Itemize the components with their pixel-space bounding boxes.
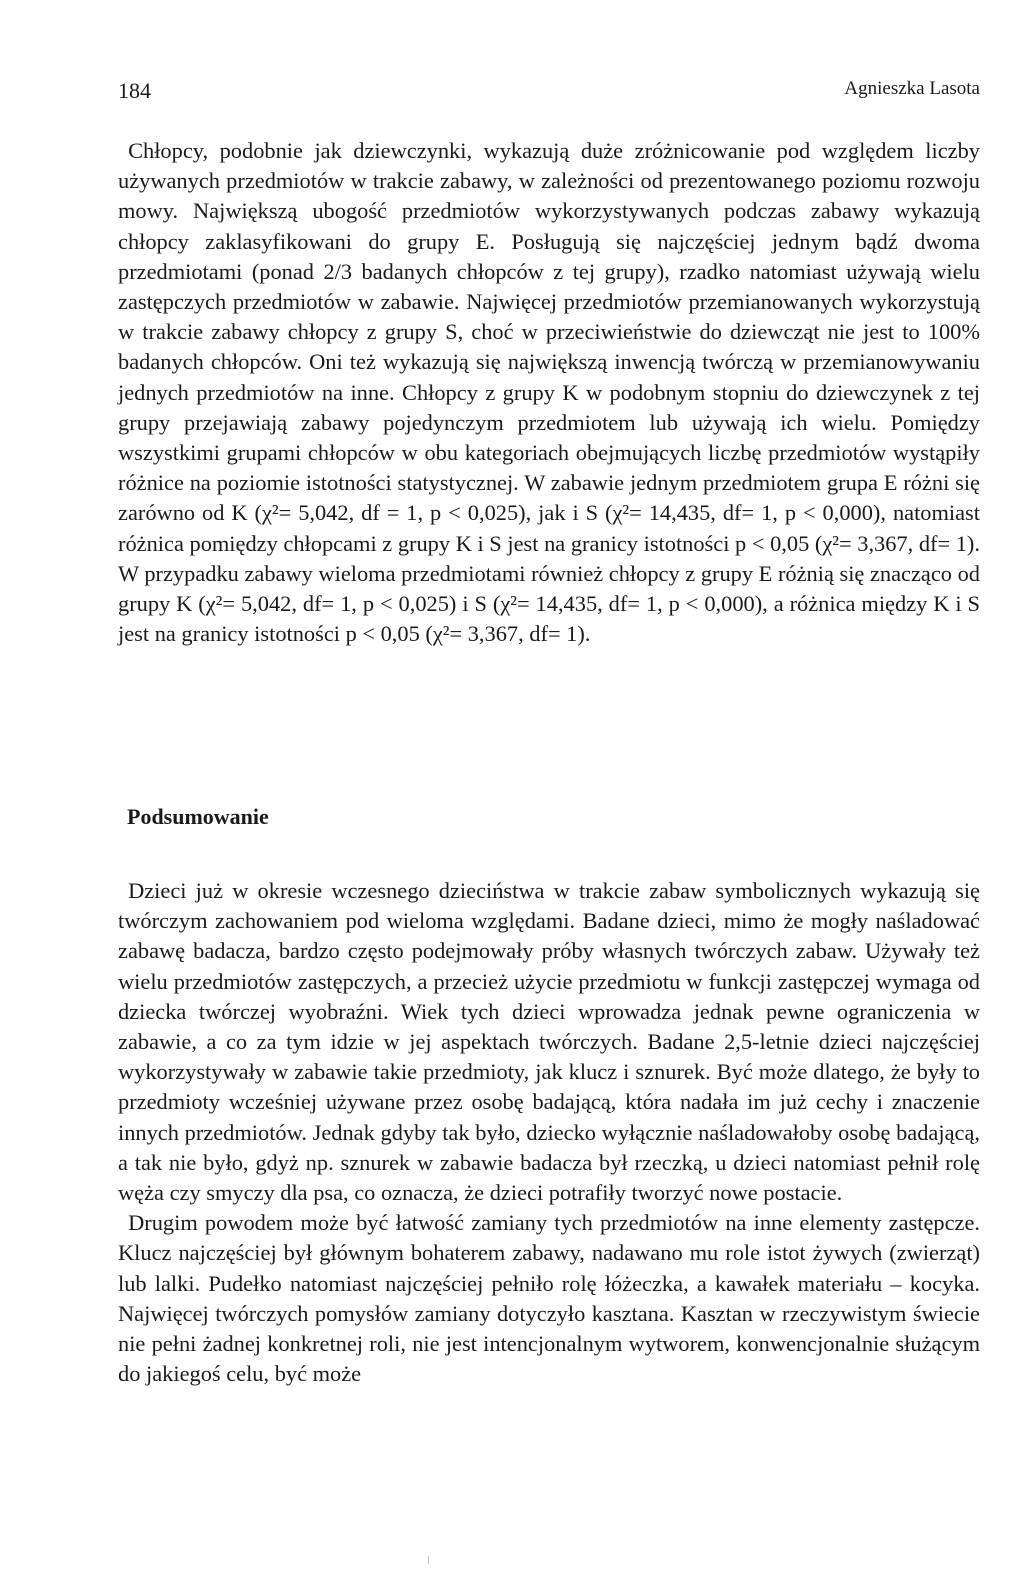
summary-section (118, 876, 980, 1389)
running-head-author: Agnieszka Lasota (844, 78, 980, 99)
section-heading-summary: Podsumowanie (127, 804, 269, 829)
running-head (118, 78, 980, 108)
page-number: 184 (118, 78, 151, 103)
paragraph-summary-2: Drugim powodem może być łatwość zamiany tych przedmiotów na inne elementy zastępcze. Klucz najczęściej był głównym bohaterem zabawy, nadawano mu role istot żywych (zwierząt) lub lalki. Pudełko natomiast najczęściej pełniło rolę łóżeczka, a kawałek materiału – kocyka. Najwięcej twórczych pomysłów zamiany dotyczyło kasztana. Kasztan w rzeczywistym świecie nie pełni żadnej konkretnej roli, nie jest intencjonalnym wytworem, konwencjonalnie służącym do jakiegoś celu, być może (118, 1210, 980, 1387)
paragraph-summary-1: Dzieci już w okresie wczesnego dzieciństwa w trakcie zabaw symbolicznych wykazują się twórczym zachowaniem pod wieloma względami. Badane dzieci, mimo że mogły naśladować zabawę badacza, bardzo często podejmowały próby własnych twórczych zabaw. Używały też wielu przedmiotów zastępczych, a przecież użycie przedmiotu w funkcji zastępczej wymaga od dziecka twórczej wyobraźni. Wiek tych dzieci wprowadza jednak pewne ograniczenia w zabawie, a co za tym idzie w jej aspektach twórczych. Badane 2,5-letnie dzieci najczęściej wykorzystywały w zabawie takie przedmioty, jak klucz i sznurek. Być może dlatego, że były to przedmioty wcześniej używane przez osobę badającą, która nadała im już cechy i znaczenie innych przedmiotów. Jednak gdyby tak było, dziecko wyłącznie naśladowałoby osobę badającą, a tak nie było, gdyż np. sznurek w zabawie badacza był rzeczką, u dzieci natomiast pełnił rolę węża czy smyczy dla psa, co oznacza, że dzieci potrafiły tworzyć nowe postacie. (118, 878, 980, 1206)
paragraph-boys-object-use: Chłopcy, podobnie jak dziewczynki, wykazują duże zróżnicowanie pod względem liczby używanych przedmiotów w trakcie zabawy, w zależności od prezentowanego poziomu rozwoju mowy. Największą ubogość przedmiotów wykorzystywanych podczas zabawy wykazują chłopcy zaklasyfikowani do grupy E. Posługują się najczęściej jednym bądź dwoma przedmiotami (ponad 2/3 badanych chłopców z tej grupy), rzadko natomiast używają wielu zastępczych przedmiotów w zabawie. Najwięcej przedmiotów przemianowanych wykorzystują w trakcie zabawy chłopcy z grupy S, choć w przeciwieństwie do dziewcząt nie jest to 100% badanych chłopców. Oni też wykazują się największą inwencją twórczą w przemianowywaniu jednych przedmiotów na inne. Chłopcy z grupy K w podobnym stopniu do dziewczynek z tej grupy przejawiają zabawy pojedynczym przedmiotem lub używają ich wielu. Pomiędzy wszystkimi grupami chłopców w obu kategoriach obejmujących liczbę przedmiotów wystąpiły różnice na poziomie istotności statystycznej. W zabawie jednym przedmiotem grupa E różni się zarówno od K (χ²= 5,042, df = 1, p < 0,025), jak i S (χ²= 14,435, df= 1, p < 0,000), natomiast różnica pomiędzy chłopcami z grupy K i S jest na granicy istotności p < 0,05 (χ²= 3,367, df= 1). W przypadku zabawy wieloma przedmiotami również chłopcy z grupy E różnią się znacząco od grupy K (χ²= 5,042, df= 1, p < 0,025) i S (χ²= 14,435, df= 1, p < 0,000), a różnica między K i S jest na granicy istotności p < 0,05 (χ²= 3,367, df= 1). (118, 138, 980, 647)
scan-artifact (428, 1556, 429, 1564)
results-section (118, 136, 980, 649)
